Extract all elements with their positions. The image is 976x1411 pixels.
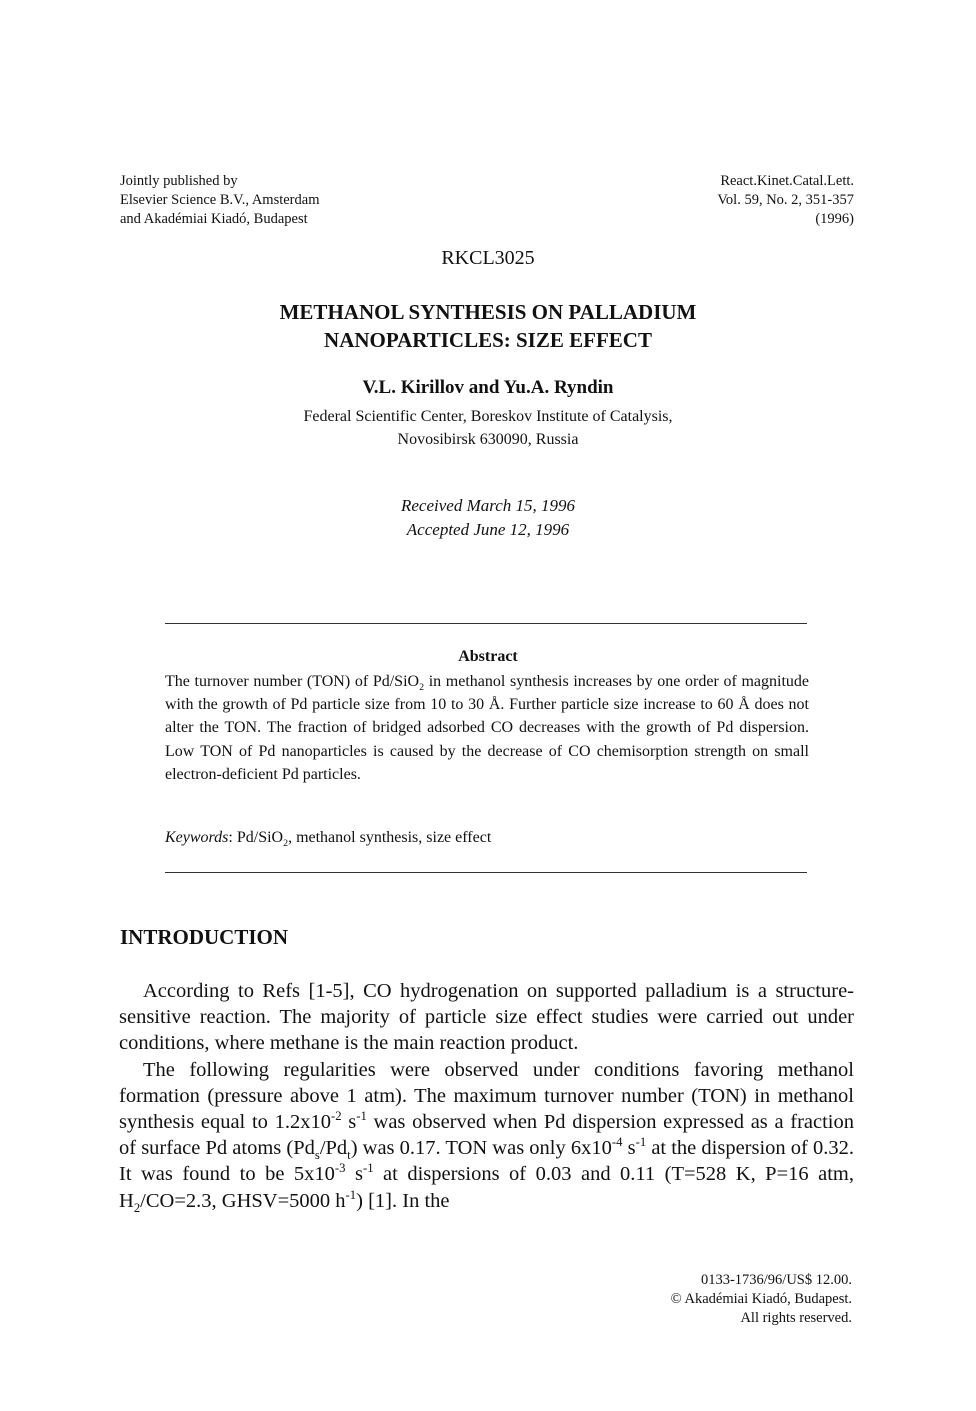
publisher-line: and Akadémiai Kiadó, Budapest (120, 211, 308, 227)
subscript: 2 (419, 682, 425, 694)
superscript: -1 (362, 1161, 374, 1176)
title-line: METHANOL SYNTHESIS ON PALLADIUM (279, 300, 697, 324)
text-part: at the dispersion of 0.32. It was found to be 5x10 (119, 1137, 855, 1186)
journal-name: React.Kinet.Catal.Lett. (720, 173, 854, 189)
abstract-text-part: in methanol synthesis increases by one order of magnitude with the growth of Pd particle size from 10 to 30 Å. Further particle size increase to 60 Å does not alter the TON. The fraction of bridged adsorbed CO decreases with the growth of Pd dispersion. Low TON of Pd nanoparticles is caused by the decrease of CO chemisorption strength on small electron-deficient Pd particles. (165, 673, 809, 783)
affiliation-line: Novosibirsk 630090, Russia (397, 431, 579, 448)
authors: V.L. Kirillov and Yu.A. Ryndin (362, 377, 614, 398)
text-part: The following regularities were observed under conditions favoring methanol formation (pressure above 1 atm). The maximum turnover number (TON) in methanol synthesis equal to 1.2x10 (119, 1058, 854, 1134)
superscript: -1 (345, 1187, 357, 1202)
paragraph: According to Refs [1-5], CO hydrogenation on supported palladium is a structure-sensitive reaction. The majority of particle size effect studies were carried out under conditions, where methane is the main reaction product. (119, 980, 854, 1055)
subscript: s (314, 1148, 320, 1163)
title-line: NANOPARTICLES: SIZE EFFECT (324, 328, 652, 352)
text-part: ) was 0.17. TON was only 6x10 (350, 1137, 612, 1160)
subscript: 2 (133, 1200, 141, 1215)
text-part: /Pd (319, 1137, 348, 1160)
price-code: 0133-1736/96/US$ 12.00. (700, 1272, 852, 1288)
superscript: -2 (330, 1109, 342, 1124)
copyright-line: © Akadémiai Kiadó, Budapest. (670, 1291, 852, 1307)
publisher-line: Elsevier Science B.V., Amsterdam (120, 192, 320, 208)
keywords-label: Keywords (165, 829, 229, 846)
affiliation-line: Federal Scientific Center, Boreskov Institute of Catalysis, (303, 408, 673, 425)
journal-citation (717, 172, 854, 229)
text-part: at dispersions of 0.03 and 0.11 (T=528 K, P=16 atm, H (119, 1163, 854, 1212)
publisher-line: Jointly published by (120, 173, 238, 189)
paper-title (0, 298, 976, 354)
article-code: RKCL3025 (441, 247, 535, 269)
superscript: -1 (356, 1109, 367, 1124)
abstract-heading: Abstract (458, 648, 518, 665)
received-date: Received March 15, 1996 (400, 496, 576, 515)
subscript: 2 (283, 838, 289, 850)
affiliation (0, 405, 976, 451)
keyword-text: , methanol synthesis, size effect (288, 829, 492, 846)
rights-line: All rights reserved. (740, 1310, 852, 1326)
abstract-text-part: The turnover number (TON) of Pd/SiO (165, 673, 420, 690)
keyword-text: Pd/SiO (236, 829, 284, 846)
section-heading: INTRODUCTION (120, 925, 289, 949)
text-part: s (622, 1137, 636, 1160)
keywords (165, 829, 809, 850)
text-part: /CO=2.3, GHSV=5000 h (140, 1189, 346, 1212)
text-part: s (345, 1163, 363, 1186)
superscript: -1 (635, 1135, 647, 1150)
abstract-text (165, 670, 809, 786)
journal-year: (1996) (815, 211, 854, 227)
paragraph (119, 1057, 854, 1214)
keywords-colon: : (228, 829, 237, 846)
introduction-body (119, 978, 854, 1214)
divider (165, 872, 807, 873)
dates (0, 494, 976, 542)
text-part: s (341, 1111, 357, 1134)
text-part: ) [1]. In the (356, 1189, 450, 1212)
publisher-note (120, 172, 319, 229)
journal-volume: Vol. 59, No. 2, 351-357 (717, 192, 854, 208)
text-part: was observed when Pd dispersion expressed as a fraction of surface Pd atoms (Pd (119, 1111, 854, 1160)
accepted-date: Accepted June 12, 1996 (406, 520, 570, 539)
copyright-footer (671, 1271, 852, 1328)
divider (165, 623, 807, 624)
superscript: -3 (334, 1161, 346, 1176)
superscript: -4 (611, 1135, 623, 1150)
subscript: t (347, 1148, 351, 1163)
